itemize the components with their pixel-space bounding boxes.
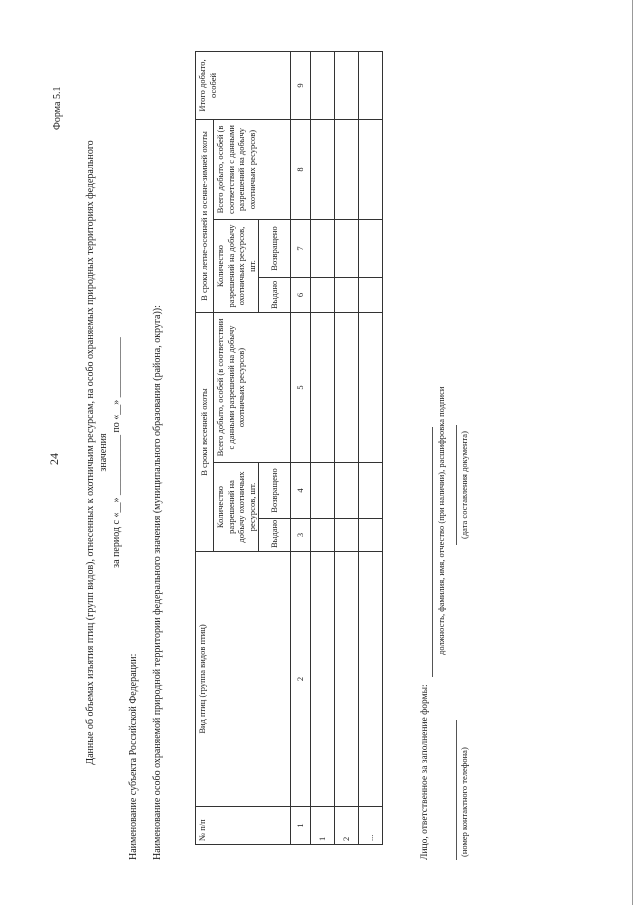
table-cell[interactable] bbox=[311, 119, 335, 219]
table-cell[interactable] bbox=[335, 278, 359, 313]
table-cell[interactable] bbox=[311, 463, 335, 519]
title-line-1: Данные об объемах изъятия птиц (групп видов), отнесенных к охотничьим ресурсам, на особо охраняемых природных территориях федерального значения bbox=[85, 140, 109, 765]
phone-line bbox=[456, 720, 457, 860]
table-cell[interactable] bbox=[359, 519, 383, 552]
row-label: ... bbox=[359, 807, 383, 845]
col-number: 1 bbox=[291, 807, 311, 845]
header-spring-permits: Количество разрешений на добычу охотничьих ресурсов, шт. bbox=[214, 463, 259, 552]
table-cell[interactable] bbox=[311, 313, 335, 463]
table-cell[interactable] bbox=[311, 519, 335, 552]
table-cell[interactable] bbox=[359, 313, 383, 463]
table-cell[interactable] bbox=[335, 220, 359, 278]
header-autumn: В сроки летне-осенней и осенне-зимней охоты bbox=[196, 119, 214, 312]
table-cell[interactable] bbox=[359, 463, 383, 519]
table-cell[interactable] bbox=[311, 552, 335, 807]
harvest-table bbox=[195, 51, 383, 845]
table-cell[interactable] bbox=[311, 220, 335, 278]
signature-line bbox=[432, 427, 433, 677]
table-cell[interactable] bbox=[359, 119, 383, 219]
page-number: 24 bbox=[47, 453, 61, 465]
table-cell[interactable] bbox=[311, 278, 335, 313]
header-spring: В сроки весенней охоты bbox=[196, 313, 214, 552]
table-cell[interactable] bbox=[335, 519, 359, 552]
territory-label: Наименование особо охраняемой природной территории федерального значения (муниципального образования (района, округа)): bbox=[152, 305, 163, 860]
subject-label: Наименование субъекта Российской Федерации: bbox=[128, 653, 139, 860]
header-species: Вид птиц (группа видов птиц) bbox=[196, 552, 291, 807]
header-autumn-returned: Возвращено bbox=[259, 220, 291, 278]
table-cell[interactable] bbox=[335, 119, 359, 219]
row-label: 2 bbox=[335, 807, 359, 845]
document-title bbox=[84, 140, 123, 765]
table-row bbox=[335, 51, 359, 844]
table-cell[interactable] bbox=[311, 51, 335, 119]
header-spring-issued: Выдано bbox=[259, 519, 291, 552]
col-number: 4 bbox=[291, 463, 311, 519]
row-label: 1 bbox=[311, 807, 335, 845]
header-autumn-issued: Выдано bbox=[259, 278, 291, 313]
col-number: 5 bbox=[291, 313, 311, 463]
title-line-2: за период с «__» ____________ по «__» ____________ bbox=[111, 337, 122, 568]
date-line bbox=[456, 425, 457, 545]
table-cell[interactable] bbox=[359, 552, 383, 807]
table-row bbox=[311, 51, 335, 844]
form-number: Форма 5.1 bbox=[52, 86, 63, 130]
signature-caption: должность, фамилия, имя, отчество (при наличии), расшифровка подписи bbox=[436, 386, 446, 655]
header-num: № п/п bbox=[196, 807, 291, 845]
table-cell[interactable] bbox=[335, 463, 359, 519]
table-cell[interactable] bbox=[359, 51, 383, 119]
phone-caption: (номер контактного телефона) bbox=[459, 747, 469, 857]
col-number: 8 bbox=[291, 119, 311, 219]
col-number: 3 bbox=[291, 519, 311, 552]
table-cell[interactable] bbox=[359, 220, 383, 278]
page-edge-rule bbox=[632, 0, 633, 905]
date-caption: (дата составления документа) bbox=[459, 431, 469, 539]
col-number: 2 bbox=[291, 552, 311, 807]
header-spring-returned: Возвращено bbox=[259, 463, 291, 519]
header-autumn-permits: Количество разрешений на добычу охотничьих ресурсов, шт. bbox=[214, 220, 259, 313]
table-row bbox=[359, 51, 383, 844]
responsible-label: Лицо, ответственное за заполнение формы: bbox=[420, 684, 430, 860]
header-autumn-taken: Всего добыто, особей (в соответствии с данными разрешений на добычу охотничьих ресурсов) bbox=[214, 119, 291, 219]
column-number-row bbox=[291, 51, 311, 844]
header-total: Итого добыто, особей bbox=[196, 51, 291, 119]
table-cell[interactable] bbox=[335, 313, 359, 463]
table-cell[interactable] bbox=[359, 278, 383, 313]
col-number: 6 bbox=[291, 278, 311, 313]
table-cell[interactable] bbox=[335, 51, 359, 119]
header-spring-taken: Всего добыто, особей (в соответствии с данными разрешений на добычу охотничьих ресурсов) bbox=[214, 313, 291, 463]
table-cell[interactable] bbox=[335, 552, 359, 807]
col-number: 9 bbox=[291, 51, 311, 119]
col-number: 7 bbox=[291, 220, 311, 278]
